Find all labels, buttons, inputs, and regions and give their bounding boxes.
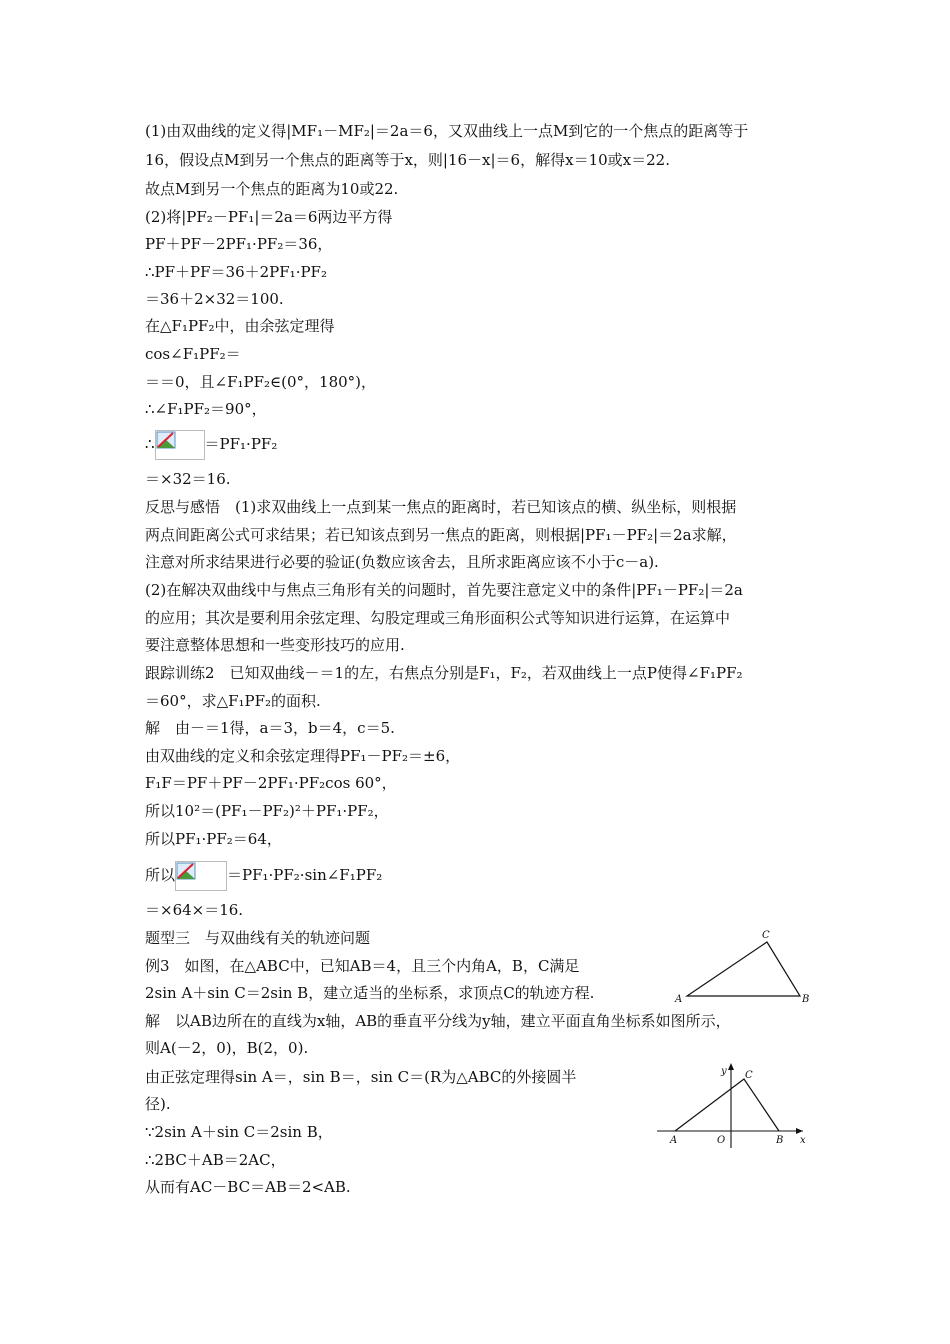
text-line: 的应用；其次是要利用余弦定理、勾股定理或三角形面积公式等知识进行运算，在运算中: [145, 609, 731, 627]
text-line: 在△F₁PF₂中，由余弦定理得: [145, 317, 335, 335]
text-line: 题型三 与双曲线有关的轨迹问题: [145, 929, 371, 947]
text-line: cos∠F₁PF₂＝: [145, 345, 241, 363]
line-prefix: 所以: [145, 866, 176, 884]
text-line: 16，假设点M到另一个焦点的距离等于x，则|16－x|＝6，解得x＝10或x＝22.: [145, 151, 670, 169]
text-line-with-image: [145, 860, 382, 891]
text-line: 故点M到另一个焦点的距离为10或22.: [145, 180, 399, 198]
triangle-abc: [675, 1079, 779, 1131]
text-line: 反思与感悟 (1)求双曲线上一点到某一焦点的距离时，若已知该点的横、纵坐标，则根据: [145, 498, 737, 516]
triangle-figure: [665, 925, 815, 1010]
line-suffix: ＝PF₁·PF₂·sin∠F₁PF₂: [227, 866, 383, 884]
vertex-label-a: A: [670, 1135, 678, 1146]
line-prefix: ∴: [145, 435, 155, 453]
text-line: 2sin A＋sin C＝2sin B，建立适当的坐标系，求顶点C的轨迹方程.: [145, 984, 595, 1002]
axis-label-y: y: [721, 1066, 727, 1077]
broken-image-icon: [155, 430, 205, 460]
text-line: F₁F＝PF＋PF－2PF₁·PF₂cos 60°，: [145, 774, 397, 792]
text-line: (2)在解决双曲线中与焦点三角形有关的问题时，首先要注意定义中的条件|PF₁－PF₂|＝2a: [145, 581, 743, 599]
text-line: ＝×32＝16.: [145, 470, 231, 488]
text-line: 解 由－＝1得，a＝3，b＝4，c＝5.: [145, 719, 395, 737]
text-line: 所以10²＝(PF₁－PF₂)²＋PF₁·PF₂，: [145, 802, 389, 820]
text-line: 从而有AC－BC＝AB＝2<AB.: [145, 1178, 351, 1196]
text-line: (2)将|PF₂－PF₁|＝2a＝6两边平方得: [145, 208, 393, 226]
text-line: 要注意整体思想和一些变形技巧的应用.: [145, 636, 405, 654]
vertex-label-a: A: [675, 994, 683, 1005]
text-line: 所以PF₁·PF₂＝64，: [145, 830, 282, 848]
coordinate-triangle-figure: [655, 1060, 815, 1150]
text-line: 跟踪训练2 已知双曲线－＝1的左，右焦点分别是F₁，F₂，若双曲线上一点P使得∠F₁PF₂: [145, 664, 743, 682]
text-line: 注意对所求结果进行必要的验证(负数应该舍去，且所求距离应该不小于c－a).: [145, 553, 659, 571]
text-line: ∵2sin A＋sin C＝2sin B，: [145, 1123, 333, 1141]
text-line: 由双曲线的定义和余弦定理得PF₁－PF₂＝±6，: [145, 747, 461, 765]
text-line: ＝＝0，且∠F₁PF₂∈(0°，180°)，: [145, 373, 377, 391]
text-line: ＝×64×＝16.: [145, 901, 244, 919]
text-line-with-image: [145, 429, 277, 460]
text-line: 解 以AB边所在的直线为x轴，AB的垂直平分线为y轴，建立平面直角坐标系如图所示，: [145, 1012, 731, 1030]
text-line: 两点间距离公式可求结果；若已知该点到另一焦点的距离，则根据|PF₁－PF₂|＝2a求解，: [145, 526, 737, 544]
text-line: 由正弦定理得sin A＝，sin B＝，sin C＝(R为△ABC的外接圆半: [145, 1068, 577, 1086]
text-line: ∴PF＋PF＝36＋2PF₁·PF₂: [145, 263, 327, 281]
text-line: ∴∠F₁PF₂＝90°，: [145, 400, 267, 418]
axis-label-x: x: [800, 1135, 806, 1146]
text-line: (1)由双曲线的定义得|MF₁－MF₂|＝2a＝6，又双曲线上一点M到它的一个焦点的距离等于: [145, 122, 749, 140]
line-suffix: ＝PF₁·PF₂: [204, 435, 278, 453]
y-axis-arrow: [728, 1063, 734, 1070]
text-line: PF＋PF－2PF₁·PF₂＝36，: [145, 235, 333, 253]
vertex-label-b: B: [802, 994, 810, 1005]
broken-image-icon: [175, 861, 227, 891]
text-line: 例3 如图，在△ABC中，已知AB＝4，且三个内角A，B，C满足: [145, 957, 580, 975]
x-axis-arrow: [796, 1128, 803, 1134]
text-line: ＝60°，求△F₁PF₂的面积.: [145, 692, 321, 710]
text-line: ＝36＋2×32＝100.: [145, 290, 284, 308]
triangle-abc: [687, 942, 800, 996]
text-line: 径).: [145, 1095, 171, 1113]
vertex-label-c: C: [745, 1070, 753, 1081]
vertex-label-b: B: [776, 1135, 784, 1146]
origin-label-o: O: [717, 1135, 726, 1146]
vertex-label-c: C: [762, 930, 770, 941]
text-line: ∴2BC＋AB＝2AC，: [145, 1151, 286, 1169]
text-line: 则A(－2，0)，B(2，0).: [145, 1039, 309, 1057]
